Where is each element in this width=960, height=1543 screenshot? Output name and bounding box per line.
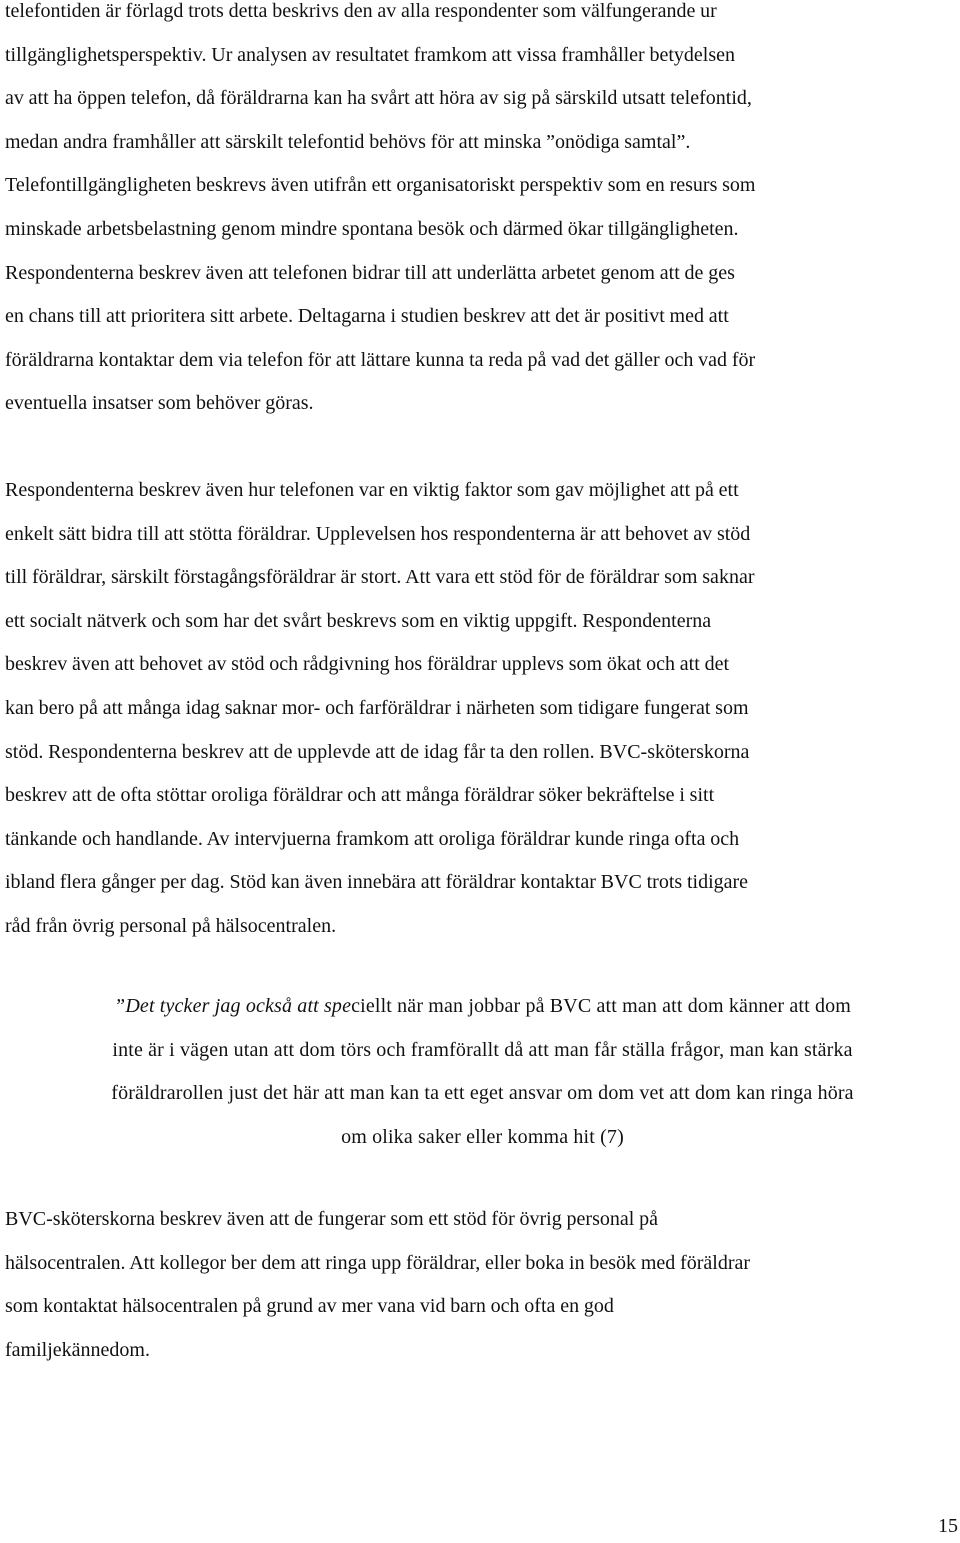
page-number: 15 xyxy=(938,1515,958,1537)
quote-italic-opening: ”Det tycker jag också att spe xyxy=(114,995,352,1017)
interview-quote xyxy=(5,985,960,1159)
body-paragraph-parent-support: Respondenterna beskrev även hur telefonen var en viktig faktor som gav möjlighet att på ett enkelt sätt bidra till att stötta föräldrar. Upplevelsen hos respondenterna är att behovet av stöd till föräldrar, särskilt förstagångsföräldrar är stort. Att vara ett stöd för de föräldrar som saknar ett socialt nätverk och som har det svårt beskrevs som en viktig uppgift. Respondenterna beskrev även att behovet av stöd och rådgivning hos föräldrar upplevs som ökat och att det kan bero på att många idag saknar mor- och farföräldrar i närheten som tidigare fungerat som stöd. Respondenterna beskrev att de upplevde att de idag får ta den rollen. BVC-sköterskorna beskrev att de ofta stöttar oroliga föräldrar och att många föräldrar söker bekräftelse i sitt tänkande och handlande. Av intervjuerna framkom att oroliga föräldrar kunde ringa ofta och ibland flera gånger per dag. Stöd kan även innebära att föräldrar kontaktar BVC trots tidigare råd från övrig personal på hälsocentralen. xyxy=(5,479,755,937)
body-paragraph-staff-support: BVC-sköterskorna beskrev även att de fungerar som ett stöd för övrig personal på hälsocentralen. Att kollegor ber dem att ringa upp föräldrar, eller boka in besök med föräldrar som kontaktat hälsocentralen på grund av mer vana vid barn och ofta en god familjekännedom. xyxy=(5,1208,751,1361)
quote-remainder: ciellt när man jobbar på BVC att man att dom känner att dom inte är i vägen utan att dom törs och framförallt då att man får ställa frågor, man kan stärka föräldrarollen just det här att man kan ta ett eget ansvar om dom vet att dom kan ringa höra om olika saker eller komma hit (7) xyxy=(111,995,854,1148)
body-paragraph-telephone-availability: telefontiden är förlagd trots detta beskrivs den av alla respondenter som välfungerande ur tillgänglighetsperspektiv. Ur analysen av resultatet framkom att vissa framhåller betydelsen av att ha öppen telefon, då föräldrarna kan ha svårt att höra av sig på särskild utsatt telefontid, medan andra framhåller att särskilt telefontid behövs för att minska ”onödiga samtal”. Telefontillgängligheten beskrevs även utifrån ett organisatoriskt perspektiv som en resurs som minskade arbetsbelastning genom mindre spontana besök och därmed ökar tillgängligheten. Respondenterna beskrev även att telefonen bidrar till att underlätta arbetet genom att de ges en chans till att prioritera sitt arbete. Deltagarna i studien beskrev att det är positivt med att föräldrarna kontaktar dem via telefon för att lättare kunna ta reda på vad det gäller och vad för eventuella insatser som behöver göras. xyxy=(5,0,756,415)
